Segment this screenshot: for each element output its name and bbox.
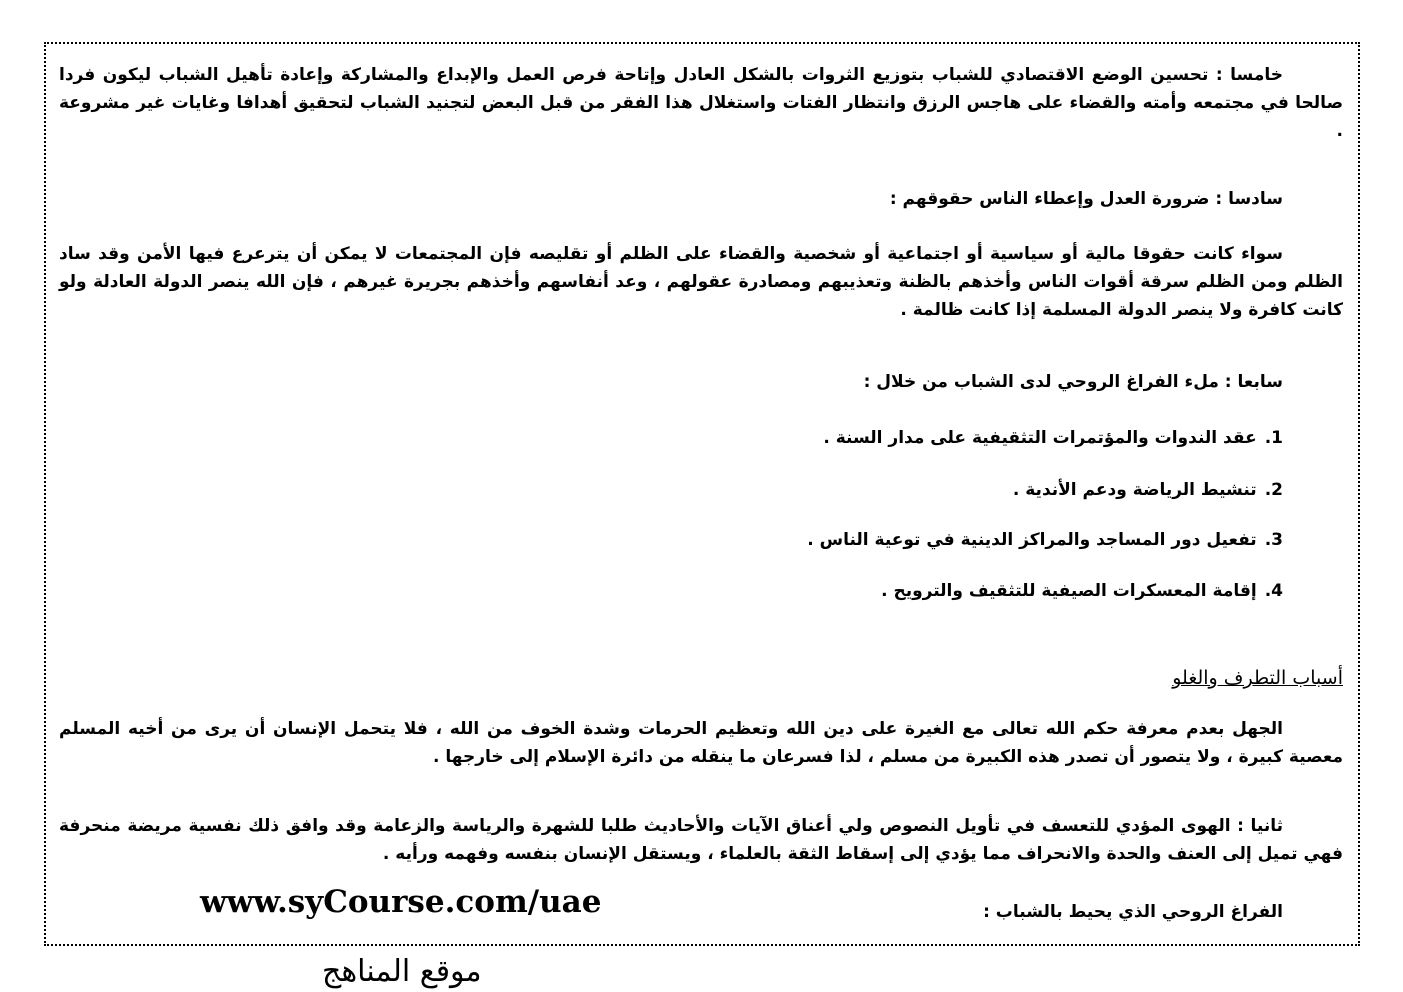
list-item-number: 3. — [1264, 530, 1283, 550]
list-item-text: تنشيط الرياضة ودعم الأندية . — [1012, 480, 1257, 500]
section-title: أسباب التطرف والغلو — [1172, 667, 1343, 689]
heading-sixth-point: سادسا : ضرورة العدل وإعطاء الناس حقوقهم : — [889, 189, 1283, 209]
list-item-number: 2. — [1264, 480, 1283, 500]
site-name: موقع المناهج — [322, 954, 482, 989]
heading-seventh-point: سابعا : ملء الفراغ الروحي لدى الشباب من خلال : — [863, 372, 1283, 392]
paragraph-fifth-point: خامسا : تحسين الوضع الاقتصادي للشباب بتوزيع الثروات بالشكل العادل وإتاحة فرص العمل والإبداع والمشاركة وإعادة تأهيل الشباب ليكون فردا صالحا في مجتمعه وأمته والقضاء على هاجس الرزق وانتظار الفتات واستغلال هذا الفقر من قبل البعض لتجنيد الشباب لتحقيق أهدافا وغايات غير مشروعة . — [59, 65, 1343, 141]
list-item — [1013, 476, 1283, 504]
list-item — [881, 577, 1283, 605]
website-url: www.syCourse.com/uae — [200, 884, 602, 920]
list-item — [807, 526, 1283, 554]
paragraph-sixth-point: سواء كانت حقوقا مالية أو سياسية أو اجتماعية أو شخصية والقضاء على الظلم أو تقليصه فإن المجتمعات لا يمكن أن يترعرع فيها الأمن وقد ساد الظلم ومن الظلم سرقة أقوات الناس وأخذهم بالظنة وتعذيبهم ومصادرة عقولهم ، وعد أنفاسهم وأخذهم بجريرة غيرهم ، فإن الله ينصر الدولة العادلة ولو كانت كافرة ولا ينصر الدولة المسلمة إذا كانت ظالمة . — [59, 244, 1343, 320]
list-item-number: 1. — [1264, 428, 1283, 448]
list-item-text: عقد الندوات والمؤتمرات التثقيفية على مدار السنة . — [823, 428, 1257, 448]
list-item — [823, 424, 1283, 452]
paragraph-second-point: ثانيا : الهوى المؤدي للتعسف في تأويل النصوص ولي أعناق الآيات والأحاديث طلبا للشهرة والرياسة والزعامة وقد وافق ذلك نفسية مريضة منحرفة فهي تميل إلى العنف والحدة والانحراف مما يؤدي إلى إسقاط الثقة بالعلماء ، ويستقل الإنسان بنفسه وفهمه ورأيه . — [59, 816, 1343, 864]
list-item-text: إقامة المعسكرات الصيفية للتثقيف والترويح . — [881, 581, 1257, 601]
list-item-text: تفعيل دور المساجد والمراكز الدينية في توعية الناس . — [807, 530, 1257, 550]
paragraph-spiritual-void: الفراغ الروحي الذي يحيط بالشباب : — [983, 902, 1283, 922]
paragraph-ignorance: الجهل بعدم معرفة حكم الله تعالى مع الغيرة على دين الله وتعظيم الحرمات وشدة الخوف من الله ، فلا يتحمل الإنسان أن يرى من أخيه المسلم معصية كبيرة ، ولا يتصور أن تصدر هذه الكبيرة من مسلم ، لذا فسرعان ما ينقله من دائرة الإسلام إلى خارجها . — [59, 719, 1343, 767]
list-item-number: 4. — [1264, 581, 1283, 601]
